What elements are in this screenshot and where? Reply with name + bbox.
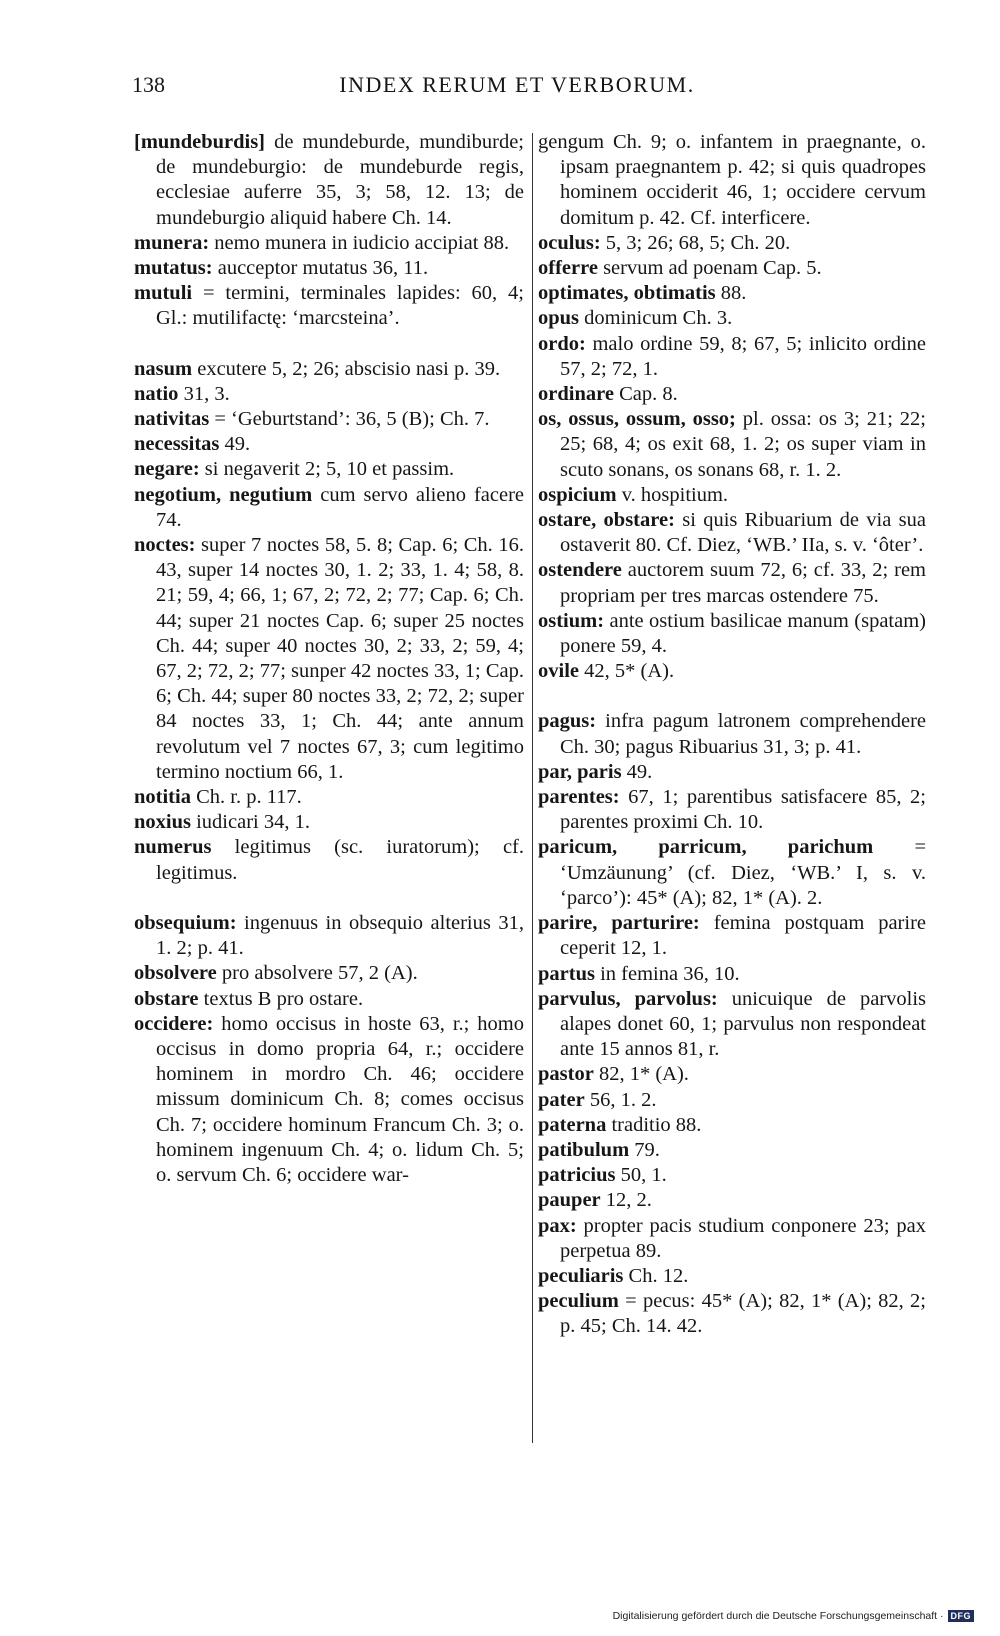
- entry-headword: peculiaris: [538, 1264, 624, 1287]
- index-entry: [538, 709, 926, 759]
- entry-headword: natio: [134, 382, 179, 405]
- index-entry: [538, 835, 926, 911]
- entry-text: = pecus: 45* (A); 82, 1* (A); 82, 2; p. 45; Ch. 14. 42.: [560, 1290, 926, 1338]
- entry-text: nemo munera in iudicio accipiat 88.: [209, 231, 510, 254]
- entry-headword: pagus:: [538, 710, 597, 733]
- entry-text: infra pagum latronem comprehendere Ch. 30; pagus Ribuarius 31, 3; p. 41.: [560, 710, 926, 758]
- entry-text: v. hospitium.: [616, 483, 729, 506]
- index-entry: [538, 1214, 926, 1264]
- footer-credit: Digitalisierung gefördert durch die Deutsche Forschungsgemeinschaft ·: [612, 1610, 944, 1622]
- entry-text: 49.: [219, 433, 251, 456]
- entry-text: ante ostium basilicae manum (spatam) ponere 59, 4.: [560, 609, 926, 658]
- index-entry: [538, 911, 926, 961]
- entry-headword: os, ossus, ossum, osso;: [538, 408, 736, 431]
- entry-headword: nasum: [134, 357, 193, 380]
- entry-text: iudicari 34, 1.: [190, 811, 310, 834]
- index-entry: [538, 1113, 926, 1138]
- index-entry: [538, 1088, 926, 1113]
- entry-text: 12, 2.: [600, 1189, 652, 1212]
- entry-headword: peculium: [538, 1290, 619, 1313]
- entry-headword: ovile: [538, 660, 579, 683]
- entry-text: legitimus (sc. iuratorum); cf. legitimus.: [156, 836, 524, 884]
- entry-headword: obsequium:: [134, 911, 237, 934]
- running-title: INDEX RERUM ET VERBORUM.: [339, 72, 695, 97]
- index-entry: [134, 457, 524, 482]
- entry-headword: oculus:: [538, 231, 601, 254]
- index-entry: [538, 306, 926, 331]
- entry-headword: parvulus, parvolus:: [538, 987, 718, 1010]
- index-entry: [538, 1163, 926, 1188]
- entry-text: = ‘Geburtstand’: 36, 5 (B); Ch. 7.: [209, 408, 490, 431]
- index-entry: [538, 508, 926, 558]
- entry-headword: obstare: [134, 987, 199, 1010]
- index-entry: [538, 332, 926, 382]
- entry-text: pl. ossa: os 3; 21; 22; 25; 68, 4; os exit 68, 1. 2; os super viam in scuto sonans, os sonans 68, r. 1. 2.: [560, 408, 926, 481]
- entry-headword: ospicium: [538, 483, 617, 506]
- entry-headword: ordinare: [538, 383, 614, 406]
- entry-headword: partus: [538, 962, 595, 985]
- entry-text: 31, 3.: [178, 382, 230, 405]
- index-entry: [538, 1138, 926, 1163]
- page-header: [132, 72, 902, 106]
- index-entry: [538, 1188, 926, 1213]
- entry-text: 42, 5* (A).: [579, 660, 675, 683]
- index-entry: [134, 382, 524, 407]
- entry-text: aucceptor mutatus 36, 11.: [212, 257, 429, 280]
- entry-headword: paricum, parricum, parichum: [538, 836, 874, 859]
- entry-headword: noctes:: [134, 534, 196, 557]
- entry-text: malo ordine 59, 8; 67, 5; inlicito ordine 57, 2; 72, 1.: [560, 332, 926, 380]
- entry-headword: par, paris: [538, 760, 622, 783]
- entry-headword: parentes:: [538, 786, 620, 809]
- entry-headword: patibulum: [538, 1138, 630, 1161]
- index-entry: [538, 231, 926, 256]
- index-entry: [538, 382, 926, 407]
- dfg-logo-icon: DFG: [948, 1610, 975, 1622]
- entry-headword: opus: [538, 307, 580, 330]
- entry-headword: occidere:: [134, 1012, 214, 1035]
- index-entry: [538, 760, 926, 785]
- entry-headword: mutuli: [134, 282, 193, 305]
- entry-text: propter pacis studium conponere 23; pax perpetua 89.: [560, 1214, 926, 1262]
- entry-headword: pax:: [538, 1214, 577, 1237]
- entry-headword: pauper: [538, 1189, 601, 1212]
- column-divider: [532, 133, 533, 1443]
- entry-text: dominicum Ch. 3.: [579, 307, 733, 330]
- entry-headword: obsolvere: [134, 962, 217, 985]
- index-entry: [538, 558, 926, 608]
- index-entry: [538, 407, 926, 483]
- entry-headword: [mundeburdis]: [134, 131, 266, 153]
- entry-headword: necessitas: [134, 433, 220, 456]
- index-entry: [538, 659, 926, 684]
- index-entry: [134, 231, 524, 256]
- entry-text: 49.: [621, 760, 653, 783]
- entry-headword: ostendere: [538, 559, 622, 582]
- index-entry: [134, 785, 524, 810]
- entry-headword: pastor: [538, 1063, 594, 1086]
- index-entry: [538, 130, 926, 231]
- index-entry: [134, 533, 524, 785]
- entry-headword: parire, parturire:: [538, 912, 700, 935]
- index-entry: [134, 911, 524, 961]
- index-entry: [538, 785, 926, 835]
- entry-text: textus B pro ostare.: [198, 987, 364, 1010]
- entry-headword: noxius: [134, 811, 191, 834]
- index-entry: [134, 281, 524, 331]
- entry-headword: ostium:: [538, 609, 605, 632]
- index-entry: [134, 256, 524, 281]
- entry-text: super 7 noctes 58, 5. 8; Cap. 6; Ch. 16. 43, super 14 noctes 30, 1. 2; 33, 1. 4; 58, 8. 21; 59, 4; 66, 1; 67, 2; 72, 2; 77; Cap. 6; Ch. 44; super 21 noctes Cap. 6; super 25 noctes Ch. 44; super 40 noctes 30, 2; 33, 2; 59, 4; 67, 2; 72, 2; 77; sunper 42 noctes 33, 1; Cap. 6; Ch. 44; super 80 noctes 33, 2; 72, 2; super 84 noctes 33, 1; Ch. 44; ante annum revolutum vel 7 noctes 67, 3; cum legitimo termino noctium 66, 1.: [156, 534, 524, 783]
- index-entry: [134, 483, 524, 533]
- index-entry: [134, 432, 524, 457]
- index-entry: [538, 609, 926, 659]
- entry-headword: paterna: [538, 1113, 607, 1136]
- entry-text: gengum Ch. 9; o. infantem in praegnante, o. ipsam praegnantem p. 42; si quis quadropes hominem occiderit 46, 1; occidere cervum domitum p. 42. Cf. interficere.: [538, 131, 926, 229]
- index-entry: [134, 810, 524, 835]
- index-entry: [134, 961, 524, 986]
- index-entry: [538, 962, 926, 987]
- index-entry: [134, 407, 524, 432]
- entry-text: excutere 5, 2; 26; abscisio nasi p. 39.: [192, 357, 501, 380]
- footer: [613, 1610, 974, 1622]
- index-entry: [538, 1289, 926, 1339]
- index-entry: [538, 281, 926, 306]
- right-column: [538, 130, 926, 1340]
- entry-text: si quis Ribuarium de via sua ostaverit 80. Cf. Diez, ‘WB.’ IIa, s. v. ‘ôter’.: [560, 509, 926, 557]
- entry-headword: negotium, negutium: [134, 483, 313, 506]
- index-entry: [538, 256, 926, 281]
- entry-text: = termini, terminales lapides: 60, 4; Gl.: mutilifactę: ‘marcsteina’.: [156, 282, 524, 330]
- entry-headword: nativitas: [134, 408, 210, 431]
- index-entry: [134, 130, 524, 231]
- left-column: [134, 130, 524, 1188]
- entry-text: 50, 1.: [615, 1164, 667, 1187]
- entry-text: in femina 36, 10.: [594, 962, 740, 985]
- index-entry: [134, 835, 524, 885]
- entry-text: 82, 1* (A).: [593, 1063, 689, 1086]
- entry-text: pro absolvere 57, 2 (A).: [216, 962, 418, 985]
- entry-text: 56, 1. 2.: [584, 1088, 657, 1111]
- entry-text: traditio 88.: [606, 1113, 702, 1136]
- entry-text: femina postquam parire ceperit 12, 1.: [560, 912, 926, 960]
- index-entry: [538, 1062, 926, 1087]
- index-entry: [134, 357, 524, 382]
- entry-text: de mundeburde, mundiburde; de mundeburgio: de mundeburde regis, ecclesiae auferre 35, 3; 58, 12. 13; de mundeburgio aliquid habere Ch. 14.: [156, 131, 524, 229]
- entry-headword: mutatus:: [134, 257, 213, 280]
- entry-headword: notitia: [134, 786, 191, 809]
- entry-text: Cap. 8.: [613, 383, 678, 406]
- index-entry: [134, 1012, 524, 1188]
- entry-text: 88.: [715, 282, 747, 305]
- page-number: 138: [132, 72, 165, 97]
- entry-text: homo occisus in hoste 63, r.; homo occisus in domo propria 64, r.; occidere hominem in mordro Ch. 46; occidere missum dominicum Ch. 8; comes occisus Ch. 7; occidere hominum Francum Ch. 3; o. hominem ingenuum Ch. 4; o. lidum Ch. 5; o. servum Ch. 6; occidere war-: [156, 1012, 524, 1186]
- entry-text: 67, 1; parentibus satisfacere 85, 2; parentes proximi Ch. 10.: [560, 786, 926, 834]
- entry-headword: numerus: [134, 836, 212, 859]
- entry-text: Ch. 12.: [623, 1264, 689, 1287]
- entry-text: Ch. r. p. 117.: [190, 786, 302, 809]
- entry-headword: munera:: [134, 231, 210, 254]
- entry-headword: ordo:: [538, 332, 586, 355]
- entry-headword: negare:: [134, 458, 200, 481]
- entry-headword: pater: [538, 1088, 585, 1111]
- entry-text: si negaverit 2; 5, 10 et passim.: [199, 458, 455, 481]
- entry-text: 5, 3; 26; 68, 5; Ch. 20.: [600, 231, 791, 254]
- entry-headword: offerre: [538, 257, 598, 280]
- index-entry: [538, 1264, 926, 1289]
- index-entry: [538, 483, 926, 508]
- entry-text: unicuique de parvolis alapes donet 60, 1; parvulus non respondeat ante 15 annos 81, r.: [560, 987, 926, 1061]
- entry-headword: patricius: [538, 1164, 616, 1187]
- entry-headword: ostare, obstare:: [538, 509, 675, 532]
- entry-text: 79.: [629, 1138, 660, 1161]
- index-entry: [134, 987, 524, 1012]
- entry-text: = ‘Umzäunung’ (cf. Diez, ‘WB.’ I, s. v. ‘parco’): 45* (A); 82, 1* (A). 2.: [560, 836, 926, 909]
- index-entry: [538, 987, 926, 1063]
- entry-text: cum servo alieno facere 74.: [156, 483, 525, 531]
- entry-text: servum ad poenam Cap. 5.: [597, 257, 822, 280]
- entry-text: ingenuus in obsequio alterius 31, 1. 2; p. 41.: [156, 911, 524, 960]
- entry-text: auctorem suum 72, 6; cf. 33, 2; rem propriam per tres marcas ostendere 75.: [560, 559, 926, 607]
- entry-headword: optimates, obtimatis: [538, 282, 716, 305]
